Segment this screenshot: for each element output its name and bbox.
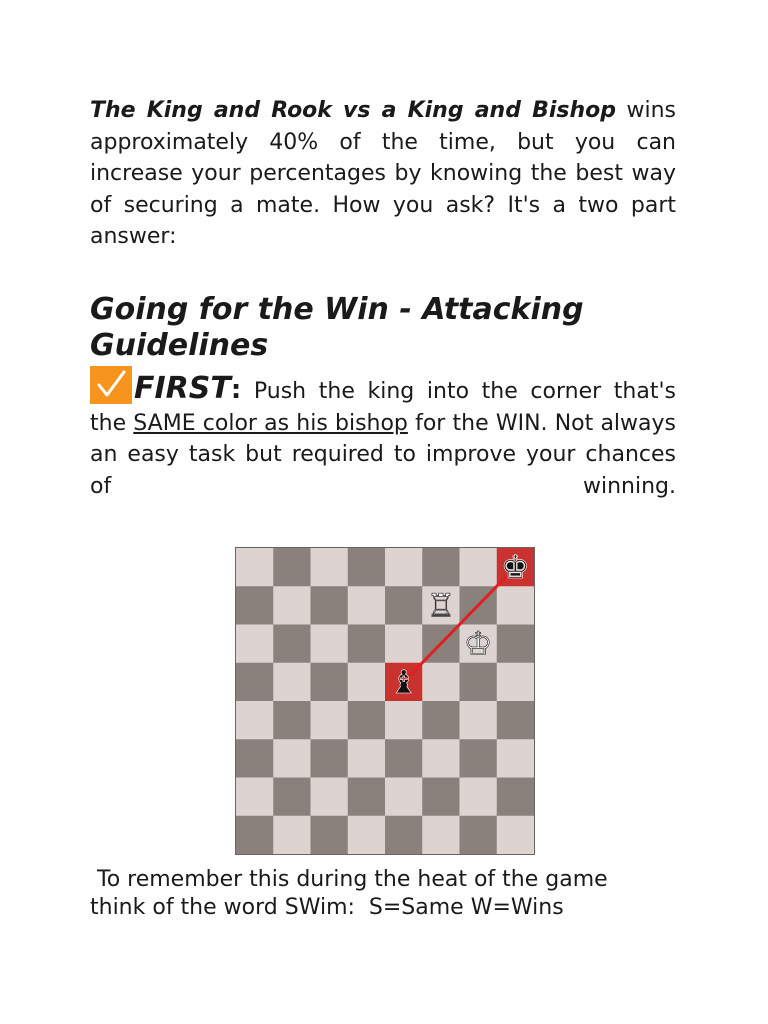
first-colon: : bbox=[230, 375, 242, 405]
board-square-a3 bbox=[236, 739, 274, 778]
board-square-c6 bbox=[311, 625, 349, 664]
board-square-h6 bbox=[497, 625, 534, 664]
board-square-d2 bbox=[348, 778, 386, 817]
black-bishop-piece: ♝ bbox=[389, 662, 418, 701]
first-label: FIRST bbox=[134, 371, 231, 406]
board-square-f5 bbox=[422, 663, 460, 702]
first-text-after: for the WIN. Not always an easy task but required to improve your chances of winning. bbox=[90, 410, 676, 499]
intro-paragraph bbox=[90, 95, 676, 253]
board-square-d7 bbox=[348, 586, 386, 625]
board-square-b8 bbox=[273, 548, 311, 587]
first-paragraph bbox=[90, 373, 676, 502]
board-square-a6 bbox=[236, 625, 274, 664]
board-square-h2 bbox=[497, 778, 534, 817]
board-square-f2 bbox=[422, 778, 460, 817]
board-square-c2 bbox=[311, 778, 349, 817]
board-square-c1 bbox=[311, 816, 349, 854]
board-square-b3 bbox=[273, 739, 311, 778]
board-square-d1 bbox=[348, 816, 386, 854]
board-square-c8 bbox=[311, 548, 349, 587]
board-square-a4 bbox=[236, 701, 274, 740]
board-square-f3 bbox=[422, 739, 460, 778]
chess-board bbox=[235, 547, 535, 855]
intro-title: The King and Rook vs a King and Bishop bbox=[90, 98, 617, 123]
board-square-e1 bbox=[385, 816, 423, 854]
first-text-before: Push the king into the corner that's the bbox=[90, 379, 676, 436]
board-square-b2 bbox=[273, 778, 311, 817]
board-square-b1 bbox=[273, 816, 311, 854]
board-square-e6 bbox=[385, 625, 423, 664]
board-square-b5 bbox=[273, 663, 311, 702]
board-square-c4 bbox=[311, 701, 349, 740]
board-square-e3 bbox=[385, 739, 423, 778]
board-square-d3 bbox=[348, 739, 386, 778]
board-square-g1 bbox=[460, 816, 498, 854]
board-square-d8 bbox=[348, 548, 386, 587]
board-square-e8 bbox=[385, 548, 423, 587]
board-square-g8 bbox=[460, 548, 498, 587]
board-square-c5 bbox=[311, 663, 349, 702]
board-square-a2 bbox=[236, 778, 274, 817]
board-square-h1 bbox=[497, 816, 534, 854]
board-square-d5 bbox=[348, 663, 386, 702]
board-square-a8 bbox=[236, 548, 274, 587]
board-square-h7 bbox=[497, 586, 534, 625]
board-square-a1 bbox=[236, 816, 274, 854]
board-square-f8 bbox=[422, 548, 460, 587]
board-square-c3 bbox=[311, 739, 349, 778]
closing-paragraph: To remember this during the heat of the game think of the word SWim: S=Same W=Wins bbox=[90, 867, 608, 920]
board-square-a7 bbox=[236, 586, 274, 625]
board-square-g4 bbox=[460, 701, 498, 740]
section-heading: Going for the Win - Attacking Guidelines bbox=[90, 292, 584, 363]
board-square-b6 bbox=[273, 625, 311, 664]
board-square-b4 bbox=[273, 701, 311, 740]
board-square-h5 bbox=[497, 663, 534, 702]
board-square-d6 bbox=[348, 625, 386, 664]
board-square-g5 bbox=[460, 663, 498, 702]
board-square-d4 bbox=[348, 701, 386, 740]
board-square-b7 bbox=[273, 586, 311, 625]
board-square-f1 bbox=[422, 816, 460, 854]
board-square-h3 bbox=[497, 739, 534, 778]
board-square-a5 bbox=[236, 663, 274, 702]
board-square-g3 bbox=[460, 739, 498, 778]
board-square-f4 bbox=[422, 701, 460, 740]
board-square-e4 bbox=[385, 701, 423, 740]
white-king-piece: ♔ bbox=[463, 624, 493, 663]
black-king-piece: ♚ bbox=[501, 548, 530, 587]
board-square-c7 bbox=[311, 586, 349, 625]
first-underlined: SAME color as his bishop bbox=[133, 410, 408, 436]
white-rook-piece: ♖ bbox=[426, 586, 456, 625]
intro-text: wins approximately 40% of the time, but you can increase your percentages by knowing the best way of securing a mate. How you ask? It's a two part answer: bbox=[90, 98, 676, 249]
board-square-h4 bbox=[497, 701, 534, 740]
chess-board-svg bbox=[236, 548, 534, 854]
board-square-e7 bbox=[385, 586, 423, 625]
board-square-g2 bbox=[460, 778, 498, 817]
board-square-e2 bbox=[385, 778, 423, 817]
